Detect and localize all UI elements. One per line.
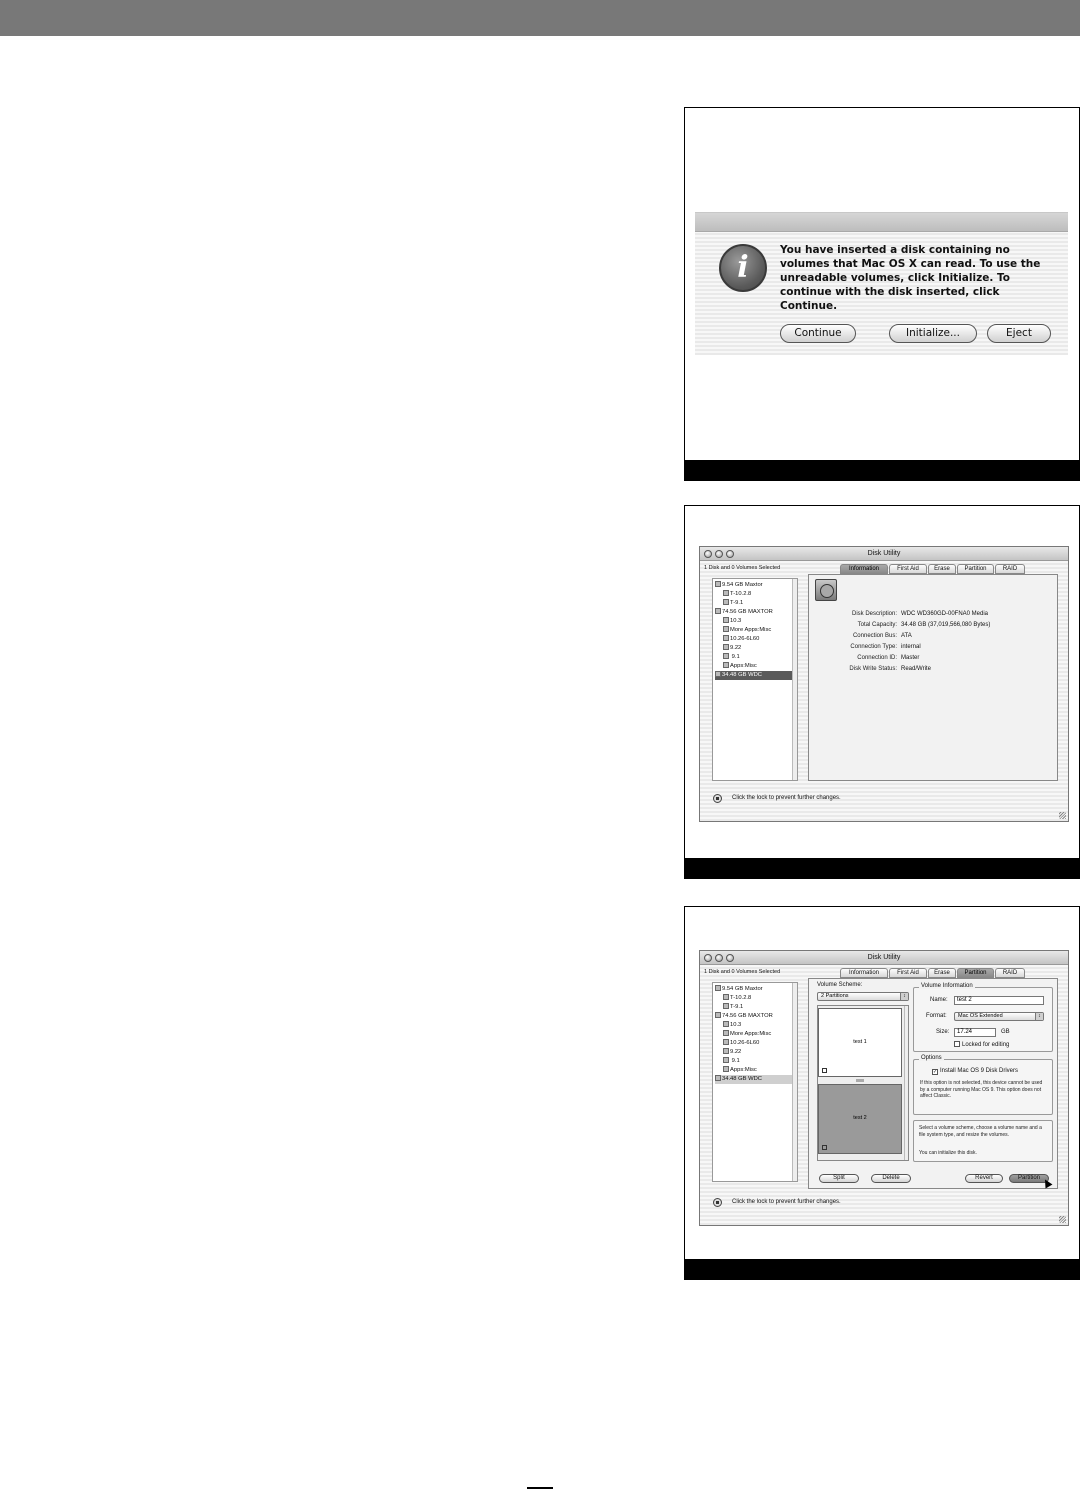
disk-icon bbox=[715, 608, 721, 614]
volume-information-title: Volume Information bbox=[921, 983, 973, 989]
partition-map-scrollbar[interactable] bbox=[904, 1006, 908, 1160]
alert-message: You have inserted a disk containing no volumes that Mac OS X can read. To use the unreadable volumes, click Initialize. To continue with the disk inserted, click Continue. bbox=[780, 244, 1041, 312]
size-field[interactable]: 17.24 bbox=[954, 1028, 996, 1037]
volume-item[interactable] bbox=[723, 653, 793, 662]
info-row-connection-bus bbox=[809, 631, 1054, 641]
revert-button[interactable]: Revert bbox=[965, 1174, 1003, 1183]
volume-item-label: 9.1 bbox=[730, 1058, 740, 1064]
disk-item-label: 9.54 GB Maxtor bbox=[722, 986, 763, 992]
partition-block-1[interactable] bbox=[818, 1008, 902, 1077]
info-key: Connection ID: bbox=[857, 655, 897, 661]
options-title: Options bbox=[921, 1055, 942, 1061]
resize-grip-icon[interactable] bbox=[1059, 1216, 1066, 1223]
disk-list bbox=[712, 578, 798, 781]
volume-icon bbox=[723, 1003, 729, 1009]
info-row-disk-write-status bbox=[809, 664, 1054, 674]
volume-icon bbox=[723, 1048, 729, 1054]
volume-item[interactable] bbox=[723, 1003, 793, 1012]
volume-item[interactable] bbox=[723, 599, 793, 608]
volume-item-label: 10.26-6L60 bbox=[730, 1040, 760, 1046]
selection-count: 1 Disk and 0 Volumes Selected bbox=[704, 969, 781, 975]
partition-panel bbox=[808, 978, 1058, 1189]
tab-erase[interactable]: Erase bbox=[928, 564, 956, 574]
volume-icon bbox=[723, 617, 729, 623]
alert-title-strip bbox=[695, 213, 1068, 232]
info-key: Disk Description: bbox=[851, 611, 897, 617]
volume-scheme-label: Volume Scheme: bbox=[817, 982, 863, 988]
checkmark-icon: ✓ bbox=[933, 1069, 938, 1075]
partition-resize-handle[interactable] bbox=[856, 1079, 864, 1082]
disk-item-selected[interactable] bbox=[715, 671, 793, 680]
volume-scheme-value: 2 Partitions bbox=[821, 993, 849, 999]
volume-item-label: T-10.2.8 bbox=[730, 591, 752, 597]
disk-icon bbox=[715, 581, 721, 587]
selection-count: 1 Disk and 0 Volumes Selected bbox=[704, 565, 781, 571]
volume-item-label: 10.3 bbox=[730, 618, 742, 624]
format-value: Mac OS Extended bbox=[958, 1013, 1003, 1019]
disk-item-label: 34.48 GB WDC bbox=[722, 672, 762, 678]
volume-icon bbox=[723, 1057, 729, 1063]
mouse-pointer-icon bbox=[1042, 1178, 1053, 1189]
disk-item-label: 9.54 GB Maxtor bbox=[722, 582, 763, 588]
disk-item[interactable] bbox=[715, 608, 793, 617]
zoom-window-button[interactable] bbox=[726, 954, 734, 962]
info-key: Total Capacity: bbox=[857, 622, 897, 628]
window-title: Disk Utility bbox=[700, 547, 1068, 561]
locked-checkbox[interactable] bbox=[954, 1041, 1009, 1048]
volume-icon bbox=[723, 644, 729, 650]
volume-item[interactable] bbox=[723, 644, 793, 653]
volume-icon bbox=[723, 1030, 729, 1036]
disk-item-label: 34.48 GB WDC bbox=[722, 1076, 762, 1082]
info-value: ATA bbox=[901, 633, 912, 639]
tab-first-aid[interactable]: First Aid bbox=[889, 564, 927, 574]
window-title: Disk Utility bbox=[700, 951, 1068, 965]
lock-message: Click the lock to prevent further changes. bbox=[732, 1199, 841, 1205]
help-text-initialize: You can initialize this disk. bbox=[919, 1150, 977, 1156]
minimize-window-button[interactable] bbox=[715, 550, 723, 558]
close-window-button[interactable] bbox=[704, 954, 712, 962]
disk-list bbox=[712, 982, 798, 1182]
help-text: Select a volume scheme, choose a volume name and a file system type, and resize the volumes. bbox=[919, 1125, 1042, 1138]
info-row-connection-type bbox=[809, 642, 1054, 652]
volume-icon bbox=[723, 635, 729, 641]
disk-item-selected[interactable] bbox=[715, 1075, 793, 1084]
options-note: If this option is not selected, this device cannot be used by a computer running Mac OS 9. This option does not affect Classic. bbox=[920, 1080, 1043, 1099]
volume-item[interactable] bbox=[723, 626, 793, 635]
info-value: internal bbox=[901, 644, 921, 650]
volume-item[interactable] bbox=[723, 617, 793, 626]
partition-map bbox=[817, 1005, 909, 1161]
format-popup[interactable] bbox=[954, 1012, 1044, 1021]
volume-icon bbox=[723, 662, 729, 668]
help-box bbox=[913, 1120, 1053, 1162]
volume-icon bbox=[723, 599, 729, 605]
volume-item[interactable] bbox=[723, 590, 793, 599]
figure-disk-alert bbox=[684, 107, 1080, 481]
figure-disk-utility-information bbox=[684, 505, 1080, 879]
eject-button[interactable]: Eject bbox=[987, 324, 1051, 343]
close-window-button[interactable] bbox=[704, 550, 712, 558]
volume-icon bbox=[723, 1066, 729, 1072]
info-row-connection-id bbox=[809, 653, 1054, 663]
minimize-window-button[interactable] bbox=[715, 954, 723, 962]
format-label: Format: bbox=[926, 1013, 947, 1019]
tab-raid[interactable]: RAID bbox=[995, 564, 1025, 574]
volume-item[interactable] bbox=[723, 1030, 793, 1039]
volume-item-label: More Apps:Misc bbox=[730, 1031, 772, 1037]
disk-icon bbox=[715, 1012, 721, 1018]
delete-button[interactable]: Delete bbox=[871, 1174, 911, 1183]
header-bar bbox=[0, 0, 1080, 36]
tab-erase[interactable]: Erase bbox=[928, 968, 956, 978]
disk-item-label: 74.56 GB MAXTOR bbox=[722, 1013, 773, 1019]
volume-item[interactable] bbox=[723, 1021, 793, 1030]
volume-item[interactable] bbox=[723, 1039, 793, 1048]
volume-icon bbox=[723, 1039, 729, 1045]
info-key: Connection Bus: bbox=[852, 633, 897, 639]
volume-icon bbox=[723, 590, 729, 596]
alert-dialog bbox=[695, 212, 1068, 355]
volume-item-label: Apps:Misc bbox=[730, 663, 757, 669]
volume-item-label: 9.22 bbox=[730, 1049, 742, 1055]
zoom-window-button[interactable] bbox=[726, 550, 734, 558]
popup-arrow-icon: ↕ bbox=[900, 993, 908, 1000]
tab-information[interactable]: Information bbox=[840, 564, 888, 574]
volume-item[interactable] bbox=[723, 994, 793, 1003]
partition-lock-icon bbox=[822, 1068, 827, 1073]
volume-icon bbox=[723, 626, 729, 632]
disk-utility-window bbox=[699, 950, 1069, 1226]
volume-item[interactable] bbox=[723, 1048, 793, 1057]
popup-arrow-icon: ↕ bbox=[1035, 1013, 1043, 1020]
volume-item[interactable] bbox=[723, 1057, 793, 1066]
tab-first-aid[interactable]: First Aid bbox=[889, 968, 927, 978]
info-value: Master bbox=[901, 655, 920, 661]
volume-item-label: More Apps:Misc bbox=[730, 627, 772, 633]
disk-icon bbox=[715, 1075, 721, 1081]
tab-partition[interactable]: Partition bbox=[957, 968, 994, 978]
checkbox-icon bbox=[954, 1041, 960, 1047]
partition-block-2[interactable] bbox=[818, 1084, 902, 1154]
volume-item[interactable] bbox=[723, 662, 793, 671]
options-group bbox=[913, 1055, 1053, 1115]
install-drivers-checkbox[interactable] bbox=[932, 1068, 1018, 1075]
volume-icon bbox=[723, 994, 729, 1000]
install-drivers-label: Install Mac OS 9 Disk Drivers bbox=[940, 1068, 1019, 1074]
figure-caption-bar bbox=[684, 460, 1080, 481]
lock-icon[interactable] bbox=[713, 794, 722, 803]
locked-label: Locked for editing bbox=[962, 1042, 1010, 1048]
resize-grip-icon[interactable] bbox=[1059, 812, 1066, 819]
volume-information-group bbox=[913, 983, 1053, 1052]
volume-item[interactable] bbox=[723, 1066, 793, 1075]
info-key: Connection Type: bbox=[850, 644, 897, 650]
tab-partition[interactable]: Partition bbox=[957, 564, 994, 574]
disk-item[interactable] bbox=[715, 985, 793, 994]
tab-raid[interactable]: RAID bbox=[995, 968, 1025, 978]
hard-drive-icon bbox=[815, 579, 837, 601]
disk-item[interactable] bbox=[715, 581, 793, 590]
size-unit: GB bbox=[1001, 1029, 1010, 1035]
tab-information[interactable]: Information bbox=[840, 968, 888, 978]
page-number-rule bbox=[527, 1487, 553, 1489]
volume-item-label: 9.1 bbox=[730, 654, 740, 660]
initialize-button[interactable]: Initialize... bbox=[889, 324, 977, 343]
disk-item[interactable] bbox=[715, 1012, 793, 1021]
figure-caption-bar bbox=[684, 1259, 1080, 1280]
info-value: 34.48 GB (37,019,566,080 Bytes) bbox=[901, 622, 991, 628]
figure-disk-utility-partition bbox=[684, 906, 1080, 1280]
volume-icon bbox=[723, 1021, 729, 1027]
disk-item-label: 74.56 GB MAXTOR bbox=[722, 609, 773, 615]
split-button[interactable]: Split bbox=[819, 1174, 859, 1183]
size-label: Size: bbox=[936, 1029, 950, 1035]
partition-button[interactable]: Partition bbox=[1009, 1174, 1049, 1183]
info-icon: i bbox=[719, 244, 767, 292]
name-field[interactable]: test 2 bbox=[954, 996, 1044, 1005]
info-value: Read/Write bbox=[901, 666, 931, 672]
disk-icon bbox=[715, 671, 721, 677]
volume-scheme-popup[interactable] bbox=[817, 992, 909, 1001]
volume-item[interactable] bbox=[723, 635, 793, 644]
disk-list-scrollbar[interactable] bbox=[792, 579, 797, 780]
volume-item-label: Apps:Misc bbox=[730, 1067, 757, 1073]
volume-item-label: 9.22 bbox=[730, 645, 742, 651]
disk-list-scrollbar[interactable] bbox=[792, 983, 797, 1181]
volume-item-label: T-10.2.8 bbox=[730, 995, 752, 1001]
lock-icon[interactable] bbox=[713, 1198, 722, 1207]
info-row-total-capacity bbox=[809, 620, 1054, 630]
volume-item-label: 10.26-6L60 bbox=[730, 636, 760, 642]
name-label: Name: bbox=[930, 997, 948, 1003]
info-key: Disk Write Status: bbox=[849, 666, 897, 672]
disk-utility-window bbox=[699, 546, 1069, 822]
volume-icon bbox=[723, 653, 729, 659]
information-panel bbox=[808, 574, 1058, 781]
partition-lock-icon bbox=[822, 1145, 827, 1150]
info-value: WDC WD360GD-00FNA0 Media bbox=[901, 611, 989, 617]
volume-item-label: T-9.1 bbox=[730, 600, 744, 606]
disk-icon bbox=[715, 985, 721, 991]
lock-message: Click the lock to prevent further changes. bbox=[732, 795, 841, 801]
volume-item-label: T-9.1 bbox=[730, 1004, 744, 1010]
volume-item-label: 10.3 bbox=[730, 1022, 742, 1028]
info-row-disk-description bbox=[809, 609, 1054, 619]
figure-caption-bar bbox=[684, 858, 1080, 879]
partition-name: test 2 bbox=[853, 1115, 867, 1121]
partition-name: test 1 bbox=[853, 1039, 867, 1045]
continue-button[interactable]: Continue bbox=[780, 324, 856, 343]
